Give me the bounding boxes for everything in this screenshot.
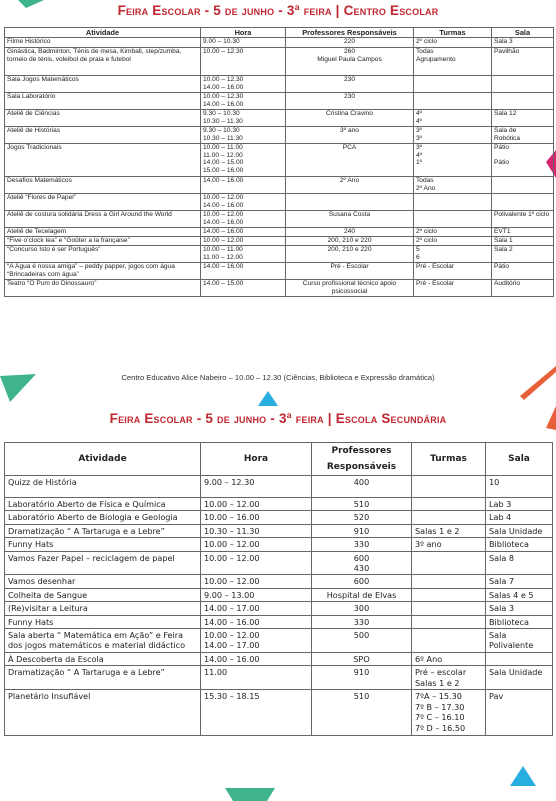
classes-cell: Pré – escolar Salas 1 e 2 <box>412 666 486 690</box>
classes-cell: 3º ano <box>412 538 486 551</box>
table-row <box>5 666 553 690</box>
room-cell: 10 <box>486 476 553 498</box>
table-row <box>5 498 553 511</box>
room-cell: Biblioteca <box>486 615 553 628</box>
classes-cell <box>412 629 486 653</box>
table-row <box>5 551 553 575</box>
teachers-cell: Susana Costa <box>286 211 414 228</box>
section2-title: Feira Escolar - 5 de junho - 3ª feira | Escola Secundária <box>109 411 447 426</box>
teachers-cell: 200, 210 e 220 <box>286 237 414 246</box>
activity-cell: Ateliê de costura solidária Dress a Girl Around the World <box>5 211 201 228</box>
teachers-cell: PCA <box>286 144 414 177</box>
time-cell: 10.00 – 12.00 <box>201 498 312 511</box>
classes-cell: 3º 3º <box>414 127 492 144</box>
room-cell: Polivalente 1º ciclo <box>492 211 554 228</box>
column-header-time: Hora <box>201 28 286 38</box>
time-cell: 14.00 – 16.00 <box>201 615 312 628</box>
table-row <box>5 615 553 628</box>
teachers-cell: 230 <box>286 76 414 93</box>
table-row <box>5 76 554 93</box>
room-cell: Sala 12 <box>492 110 554 127</box>
time-cell: 10.00 – 12.00 14.00 – 17.00 <box>201 629 312 653</box>
table-row <box>5 127 554 144</box>
classes-cell <box>412 575 486 588</box>
activity-cell: “Five o’clock tea” e “Goûter a la française” <box>5 237 201 246</box>
table-header-row <box>5 28 554 38</box>
activity-cell: Dramatização “ A Tartaruga e a Lebre” <box>5 524 201 537</box>
classes-cell <box>412 602 486 615</box>
teachers-cell: 230 <box>286 93 414 110</box>
classes-cell <box>412 476 486 498</box>
teachers-cell: 510 <box>312 498 412 511</box>
classes-cell <box>412 551 486 575</box>
time-cell: 14.00 – 15.00 <box>201 280 286 297</box>
time-cell: 10.00 – 11.00 11.00 – 12.00 <box>201 246 286 263</box>
classes-cell: Todas 2º Ano <box>414 177 492 194</box>
time-cell: 10.00 – 12.30 <box>201 48 286 76</box>
teachers-cell: Cristina Cravino <box>286 110 414 127</box>
activity-cell: Ateliê “Flores de Papel” <box>5 194 201 211</box>
time-cell: 14.00 – 16.00 <box>201 177 286 194</box>
activity-cell: Teatro “O Pum do Dinossauro” <box>5 280 201 297</box>
room-cell: EVT1 <box>492 228 554 237</box>
time-cell: 11.00 <box>201 666 312 690</box>
activity-cell: “A Água é nossa amiga” – peddy papper, jogos com água “Brincadeiras com água” <box>5 263 201 280</box>
column-header-teachers: Professores Responsáveis <box>312 443 412 476</box>
classes-cell <box>412 588 486 601</box>
classes-cell: 6º Ano <box>412 653 486 666</box>
activity-cell: Jogos Tradicionais <box>5 144 201 177</box>
room-cell: Sala 2 <box>492 246 554 263</box>
teachers-cell: 3º ano <box>286 127 414 144</box>
table-row <box>5 211 554 228</box>
column-header-room: Sala <box>486 443 553 476</box>
classes-cell: 3º 4º 1º <box>414 144 492 177</box>
room-cell: Sala Polivalente <box>486 629 553 653</box>
time-cell: 14.00 – 16.00 <box>201 263 286 280</box>
classes-cell <box>414 194 492 211</box>
time-cell: 10.00 – 16.00 <box>201 511 312 524</box>
teachers-cell: Pré - Escolar <box>286 263 414 280</box>
table-row <box>5 144 554 177</box>
classes-cell <box>414 93 492 110</box>
classes-cell: 2º ciclo <box>414 228 492 237</box>
time-cell: 10.00 – 12.00 <box>201 575 312 588</box>
time-cell: 14.00 – 17.00 <box>201 602 312 615</box>
room-cell: Biblioteca <box>486 538 553 551</box>
activity-cell: Sala Laboratório <box>5 93 201 110</box>
classes-cell: Todas Agrupamento <box>414 48 492 76</box>
column-header-classes: Turmas <box>412 443 486 476</box>
classes-cell: 2º ciclo <box>414 237 492 246</box>
room-cell <box>492 93 554 110</box>
time-cell: 9.30 – 10.30 10.30 – 11.30 <box>201 127 286 144</box>
time-cell: 10.30 – 11.30 <box>201 524 312 537</box>
column-header-activity: Atividade <box>5 443 201 476</box>
blue-triangle-middle <box>258 391 278 407</box>
classes-cell <box>412 511 486 524</box>
classes-cell <box>412 498 486 511</box>
room-cell: Pátio Pátio <box>492 144 554 177</box>
room-cell: Sala Unidade <box>486 666 553 690</box>
table-header-row <box>5 443 553 476</box>
teachers-cell: 2º Ano <box>286 177 414 194</box>
blue-triangle-bottom-right <box>510 766 536 788</box>
teachers-cell: 510 <box>312 690 412 736</box>
table-row <box>5 280 554 297</box>
time-cell: 10.00 – 12.30 14.00 – 16.00 <box>201 76 286 93</box>
room-cell: Auditório <box>492 280 554 297</box>
room-cell: Salas 4 e 5 <box>486 588 553 601</box>
table-row <box>5 602 553 615</box>
time-cell: 9.00 – 12.30 <box>201 476 312 498</box>
activity-cell: Dramatização “ A Tartaruga e a Lebre” <box>5 666 201 690</box>
table-row <box>5 93 554 110</box>
column-header-classes: Turmas <box>414 28 492 38</box>
room-cell <box>492 177 554 194</box>
centro-escolar-table <box>4 27 554 297</box>
teachers-cell: Curso profissional técnico apoio psicossocial <box>286 280 414 297</box>
teachers-cell: 220 <box>286 38 414 48</box>
room-cell: Sala 3 <box>492 38 554 48</box>
table-row <box>5 194 554 211</box>
room-cell: Sala 7 <box>486 575 553 588</box>
room-cell: Lab 4 <box>486 511 553 524</box>
activity-cell: Colheita de Sangue <box>5 588 201 601</box>
room-cell: Pavilhão <box>492 48 554 76</box>
activity-cell: Quizz de História <box>5 476 201 498</box>
activity-cell: Ateliê de Ciências <box>5 110 201 127</box>
time-cell: 10.00 – 11.00 11.00 – 12.00 14.00 – 15.00 15.00 – 16.00 <box>201 144 286 177</box>
activity-cell: Ateliê de Histórias <box>5 127 201 144</box>
activity-cell: Vamos desenhar <box>5 575 201 588</box>
table-row <box>5 110 554 127</box>
classes-cell: Pré - Escolar <box>414 263 492 280</box>
column-header-teachers: Professores Responsáveis <box>286 28 414 38</box>
time-cell: 10.00 – 12.00 <box>201 538 312 551</box>
footnote: Centro Educativo Alice Nabeiro – 10.00 – 12.30 (Ciências, Biblioteca e Expressão dramática) <box>121 373 435 382</box>
room-cell: Pátio <box>492 263 554 280</box>
classes-cell <box>414 76 492 93</box>
time-cell: 9.00 – 10.30 <box>201 38 286 48</box>
room-cell <box>486 653 553 666</box>
orange-stroke-right <box>520 366 556 402</box>
table-row <box>5 511 553 524</box>
classes-cell: Pré - Escolar <box>414 280 492 297</box>
room-cell: Sala 3 <box>486 602 553 615</box>
activity-cell: Planetário Insuflável <box>5 690 201 736</box>
activity-cell: Laboratório Aberto de Física e Química <box>5 498 201 511</box>
classes-cell: 4º 4º <box>414 110 492 127</box>
column-header-activity: Atividade <box>5 28 201 38</box>
time-cell: 14.00 – 16.00 <box>201 228 286 237</box>
teachers-cell: 500 <box>312 629 412 653</box>
classes-cell: 2º ciclo <box>414 38 492 48</box>
escola-secundaria-table <box>4 442 553 736</box>
table-row <box>5 246 554 263</box>
teachers-cell: 200, 210 e 220 <box>286 246 414 263</box>
activity-cell: Ginástica, Badminton, Ténis de mesa, Kimball, step/zumba, torneio de ténis, voleibol de praia e futebol <box>5 48 201 76</box>
room-cell: Lab 3 <box>486 498 553 511</box>
activity-cell: Sala aberta “ Matemática em Ação” e Feira dos jogos matemáticos e material didáctico <box>5 629 201 653</box>
teachers-cell: 300 <box>312 602 412 615</box>
activity-cell: Vamos Fazer Papel – reciclagem de papel <box>5 551 201 575</box>
classes-cell: Salas 1 e 2 <box>412 524 486 537</box>
activity-cell: “Concurso Isto é ser Português” <box>5 246 201 263</box>
column-header-room: Sala <box>492 28 554 38</box>
column-header-time: Hora <box>201 443 312 476</box>
activity-cell: Funny Hats <box>5 615 201 628</box>
classes-cell: 5 6 <box>414 246 492 263</box>
activity-cell: Funny Hats <box>5 538 201 551</box>
time-cell: 10.00 – 12.00 <box>201 237 286 246</box>
room-cell: Sala de Robótica <box>492 127 554 144</box>
time-cell: 10.00 – 12.00 <box>201 551 312 575</box>
teachers-cell: 600 <box>312 575 412 588</box>
room-cell: Sala 1 <box>492 237 554 246</box>
activity-cell: (Re)visitar a Leitura <box>5 602 201 615</box>
classes-cell <box>412 615 486 628</box>
table-row <box>5 575 553 588</box>
table-row <box>5 653 553 666</box>
teachers-cell: Hospital de Elvas <box>312 588 412 601</box>
teachers-cell: 910 <box>312 524 412 537</box>
teachers-cell: 330 <box>312 615 412 628</box>
table-row <box>5 629 553 653</box>
table-row <box>5 48 554 76</box>
time-cell: 9.00 – 13.00 <box>201 588 312 601</box>
teachers-cell: SPO <box>312 653 412 666</box>
time-cell: 9.30 – 10.30 10.30 – 11.30 <box>201 110 286 127</box>
teachers-cell: 520 <box>312 511 412 524</box>
room-cell: Sala Unidade <box>486 524 553 537</box>
teachers-cell: 600 430 <box>312 551 412 575</box>
time-cell: 10.00 – 12.00 14.00 – 16.00 <box>201 211 286 228</box>
table-row <box>5 588 553 601</box>
activity-cell: Sala Jogos Matemáticos <box>5 76 201 93</box>
activity-cell: Ateliê de Tecelagem <box>5 228 201 237</box>
time-cell: 10.00 – 12.00 14.00 – 16.00 <box>201 194 286 211</box>
green-shape-bottom <box>225 788 275 801</box>
table-row <box>5 690 553 736</box>
table-row <box>5 237 554 246</box>
teachers-cell: 910 <box>312 666 412 690</box>
teachers-cell: 260 Miguel Paula Campos <box>286 48 414 76</box>
classes-cell <box>414 211 492 228</box>
activity-cell: À Descoberta da Escola <box>5 653 201 666</box>
teachers-cell: 330 <box>312 538 412 551</box>
room-cell: Sala 8 <box>486 551 553 575</box>
classes-cell: 7ºA – 15.30 7º B – 17.30 7º C – 16.10 7º D – 16.50 <box>412 690 486 736</box>
room-cell <box>492 76 554 93</box>
room-cell <box>492 194 554 211</box>
table-row <box>5 538 553 551</box>
time-cell: 15.30 – 18.15 <box>201 690 312 736</box>
table-row <box>5 476 553 498</box>
teachers-cell: 240 <box>286 228 414 237</box>
table-row <box>5 228 554 237</box>
table-row <box>5 263 554 280</box>
activity-cell: Filme Histórico <box>5 38 201 48</box>
activity-cell: Laboratório Aberto de Biologia e Geologia <box>5 511 201 524</box>
table-row <box>5 524 553 537</box>
activity-cell: Desafios Matemáticos <box>5 177 201 194</box>
time-cell: 10.00 – 12.30 14.00 – 16.00 <box>201 93 286 110</box>
table-row <box>5 177 554 194</box>
room-cell: Pav <box>486 690 553 736</box>
section1-title: Feira Escolar - 5 de junho - 3ª feira | Centro Escolar <box>117 3 439 18</box>
teachers-cell <box>286 194 414 211</box>
table-row <box>5 38 554 48</box>
teachers-cell: 400 <box>312 476 412 498</box>
time-cell: 14.00 – 16.00 <box>201 653 312 666</box>
